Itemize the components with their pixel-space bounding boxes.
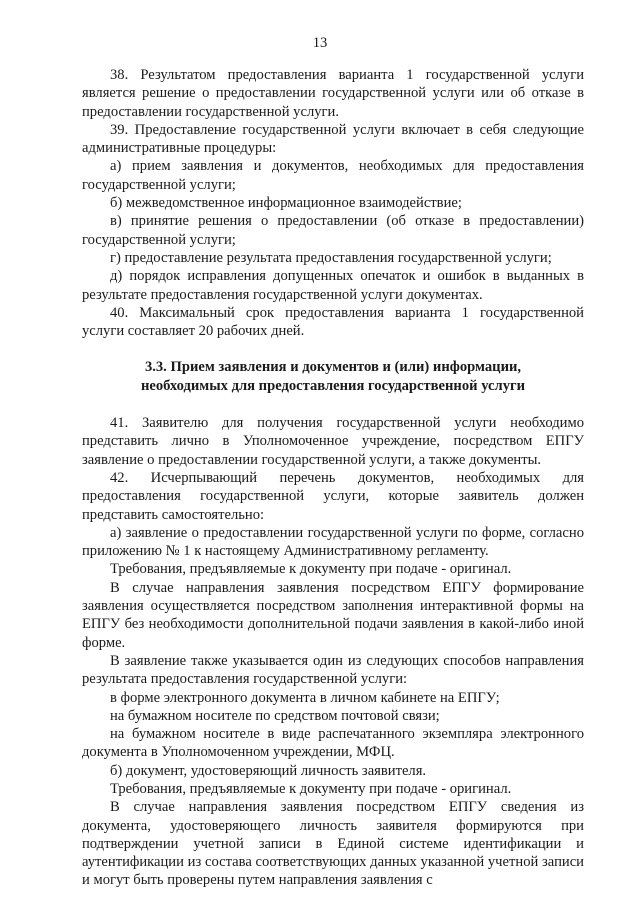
paragraph-40: 40. Максимальный срок предоставления варианта 1 государственной услуги составляет 20 рабочих дней. <box>82 304 584 340</box>
document-item-a: а) заявление о предоставлении государственной услуги по форме, согласно приложению № 1 к настоящему Административному регламенту. <box>82 524 584 560</box>
list-item-b: б) межведомственное информационное взаимодействие; <box>110 195 462 212</box>
paragraph-38: 38. Результатом предоставления варианта 1 государственной услуги является решение о предоставлении государственной услуги или об отказе в предоставлении государственной услуги. <box>82 67 584 120</box>
method-postal: на бумажном носителе по средством почтовой связи; <box>110 707 440 724</box>
list-item-v: в) принятие решения о предоставлении (об отказе в предоставлении) государственной услуги; <box>82 213 584 248</box>
result-methods-paragraph: В заявление также указывается один из следующих способов направления результата предоставления государственной услуги: <box>82 652 584 688</box>
paragraph-42: 42. Исчерпывающий перечень документов, необходимых для предоставления государственной услуги, которые заявитель должен представить самостоятельно: <box>82 469 584 523</box>
list-item-d: д) порядок исправления допущенных опечаток и ошибок в выданных в результате предоставления государственной услуги документах. <box>82 268 584 303</box>
paragraph-41: 41. Заявителю для получения государственной услуги необходимо представить лично в Уполномоченное учреждение, посредством ЕПГУ заявление о предоставлении государственной услуги, а также документы. <box>82 415 584 468</box>
section-heading-line-1: 3.3. Прием заявления и документов и (или) информации, <box>144 359 522 376</box>
page-number: 13 <box>312 35 328 51</box>
list-item-g: г) предоставление результата предоставления государственной услуги; <box>110 249 552 266</box>
requirement-original-2: Требования, предъявляемые к документу при подаче - оригинал. <box>110 780 512 797</box>
paragraph-39: 39. Предоставление государственной услуги включает в себя следующие административные процедуры: <box>82 121 584 157</box>
epgu-form-paragraph: В случае направления заявления посредством ЕПГУ формирование заявления осуществляется посредством заполнения интерактивной формы на ЕПГУ без необходимости дополнительной подачи заявления в какой-либо иной форме. <box>82 579 584 651</box>
section-heading <box>82 358 584 395</box>
document-item-b: б) документ, удостоверяющий личность заявителя. <box>110 762 427 779</box>
section-heading-line-2: необходимых для предоставления государственной услуги <box>140 377 526 394</box>
requirement-original-1: Требования, предъявляемые к документу при подаче - оригинал. <box>110 561 512 578</box>
method-paper-printed: на бумажном носителе в виде распечатанного экземпляра электронного документа в Уполномоченном учреждении, МФЦ. <box>82 726 584 761</box>
document-body <box>82 66 584 890</box>
identity-epgu-paragraph: В случае направления заявления посредством ЕПГУ сведения из документа, удостоверяющего личность заявителя формируются при подтверждении учетной записи в Единой системе идентификации и аутентификации из состава соответствующих данных указанной учетной записи и могут быть проверены путем направления заявления с <box>82 799 584 889</box>
list-item-a: а) прием заявления и документов, необходимых для предоставления государственной услуги; <box>82 158 584 193</box>
method-electronic: в форме электронного документа в личном кабинете на ЕПГУ; <box>110 689 500 706</box>
